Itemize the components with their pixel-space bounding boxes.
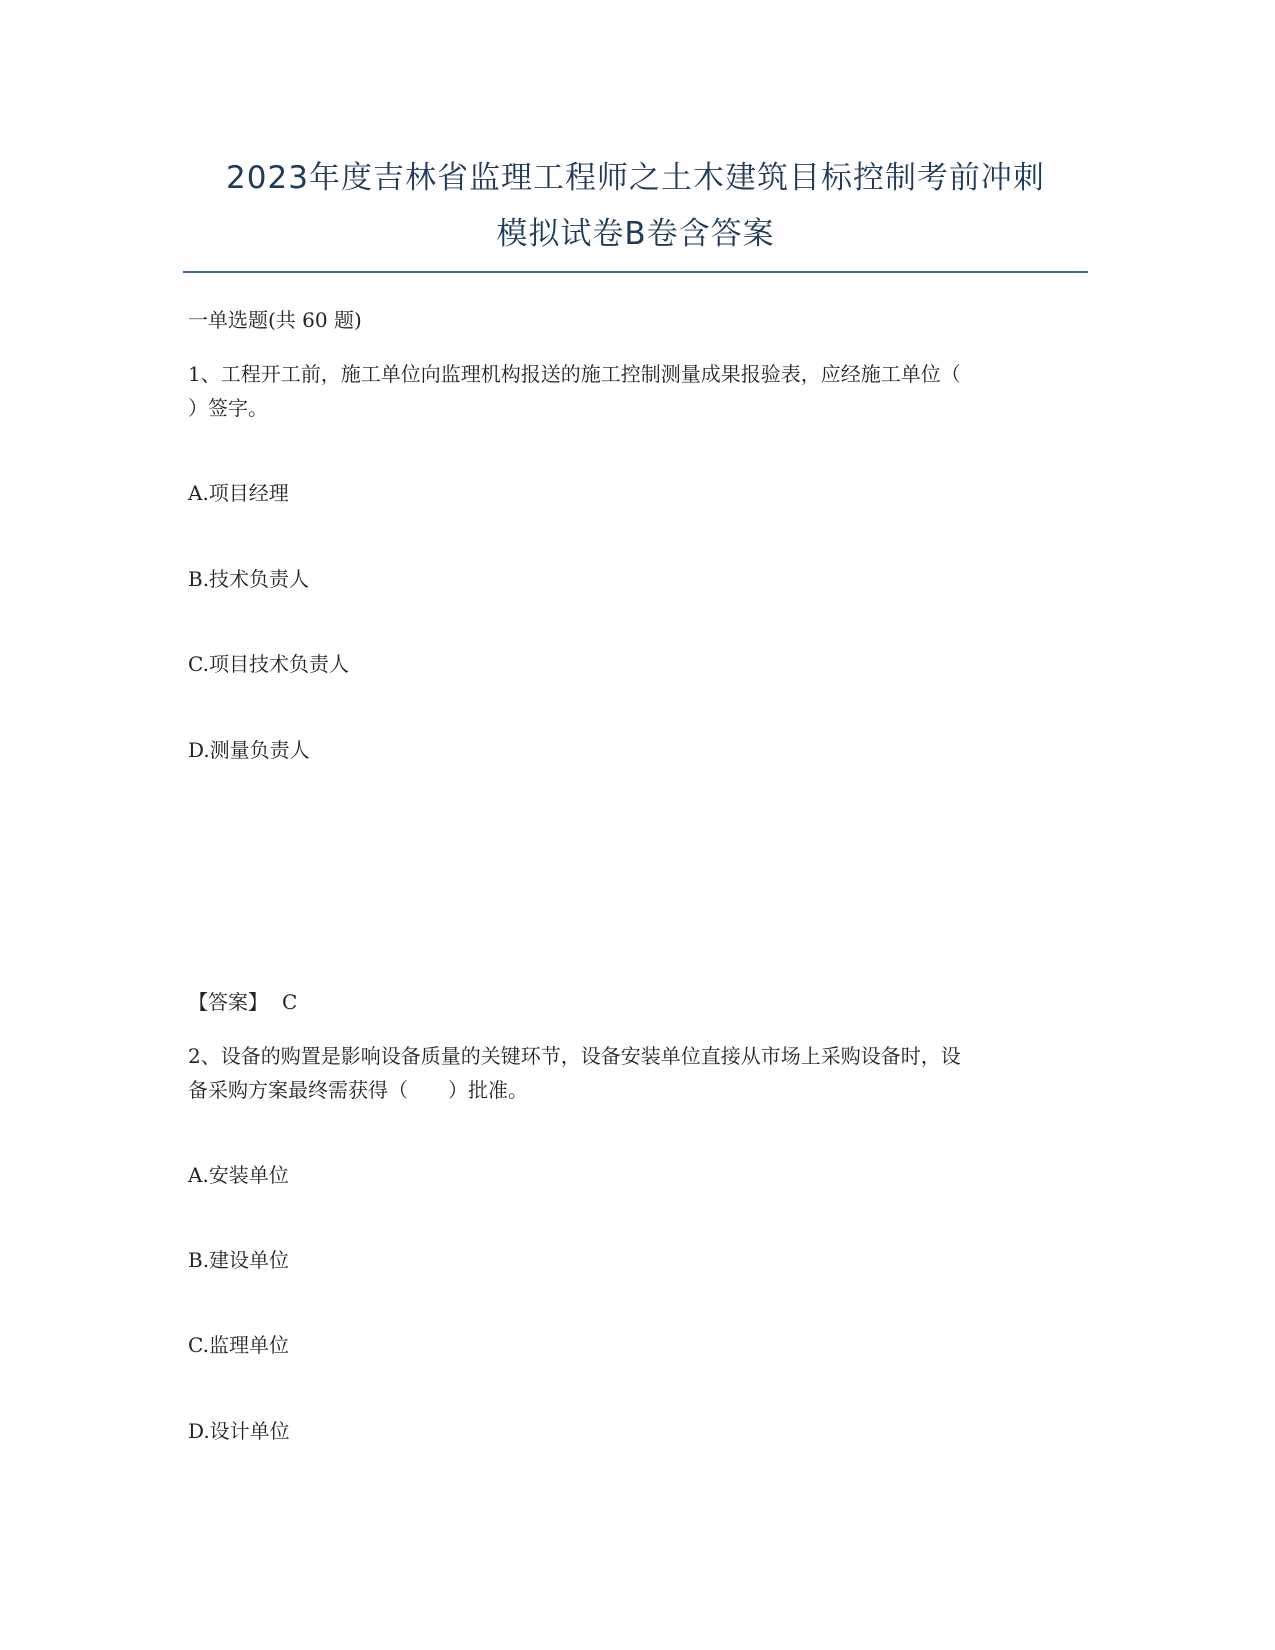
title-underline [183, 271, 1088, 273]
question-1-stem: 1、工程开工前，施工单位向监理机构报送的施工控制测量成果报验表，应经施工单位（ ）签字。 [188, 362, 961, 420]
question-2-stem: 2、设备的购置是影响设备质量的关键环节，设备安装单位直接从市场上采购设备时，设 备采购方案最终需获得（ ）批准。 [188, 1044, 961, 1102]
question-1-option-b: B.技术负责人 [188, 567, 310, 591]
question-2-option-b: B.建设单位 [188, 1248, 290, 1272]
question-2-option-d: D.设计单位 [188, 1419, 290, 1443]
title-line-1: 2023年度吉林省监理工程师之土木建筑目标控制考前冲刺 [226, 160, 1045, 196]
document-title [183, 150, 1088, 262]
section-heading: 一单选题(共 60 题) [188, 308, 362, 332]
question-1-option-d: D.测量负责人 [188, 738, 310, 762]
title-line-2: 模拟试卷B卷含答案 [496, 216, 775, 252]
question-1-option-a: A.项目经理 [188, 481, 289, 505]
answer-label: 【答案】 [188, 990, 268, 1014]
answer-value: C [282, 990, 298, 1014]
question-1-option-c: C.项目技术负责人 [188, 652, 349, 676]
question-1-answer [188, 985, 1078, 1019]
question-2-option-a: A.安装单位 [188, 1163, 289, 1187]
question-2-option-c: C.监理单位 [188, 1333, 289, 1357]
